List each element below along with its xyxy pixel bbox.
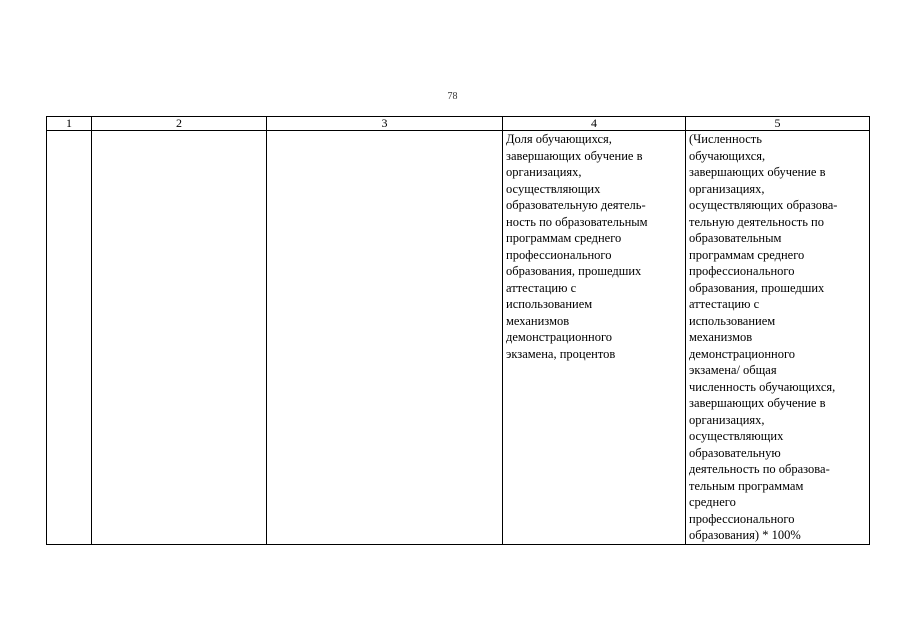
column-header-4: 4 <box>503 117 686 131</box>
cell-col-3 <box>267 131 503 545</box>
indicator-table <box>46 116 870 545</box>
column-header-2: 2 <box>92 117 267 131</box>
column-header-5: 5 <box>686 117 870 131</box>
column-header-1: 1 <box>47 117 92 131</box>
cell-calculation-formula: (Численность обучающихся, завершающих обучение в организациях, осуществляющих образова- тельную деятельность по образовательным программам среднего профессионального образования, прошедших аттестацию с использованием механизмов демонстрационного экзамена/ общая численность обучающихся, завершающих обучение в организациях, осуществляющих образовательную деятельность по образова- тельным программам среднего профессионального образования) * 100% <box>686 131 870 545</box>
table-row <box>47 131 870 545</box>
cell-col-2 <box>92 131 267 545</box>
table-header-row <box>47 117 870 131</box>
page-number: 78 <box>447 91 458 102</box>
cell-indicator-name: Доля обучающихся, завершающих обучение в организациях, осуществляющих образовательную деятель- ность по образовательным программам среднего профессионального образования, прошедших аттестацию с использованием механизмов демонстрационного экзамена, процентов <box>503 131 686 545</box>
column-header-3: 3 <box>267 117 503 131</box>
cell-col-1 <box>47 131 92 545</box>
